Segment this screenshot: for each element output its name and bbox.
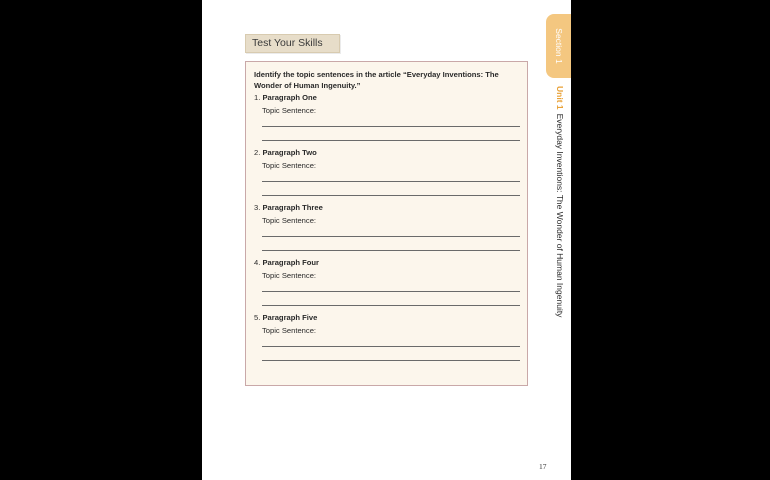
exercise-instructions: Identify the topic sentences in the article “Everyday Inventions: The Wonder of Human Ingenuity.”: [254, 70, 499, 90]
paragraph-title: Paragraph Two: [262, 148, 317, 157]
topic-sentence-label: Topic Sentence:: [262, 106, 317, 115]
answer-line[interactable]: [262, 181, 520, 182]
topic-sentence-label: Topic Sentence:: [262, 161, 317, 170]
paragraph-number: 4.: [254, 258, 261, 267]
answer-line[interactable]: [262, 291, 520, 292]
paragraph-item: [254, 313, 520, 365]
answer-line[interactable]: [262, 140, 520, 141]
answer-line[interactable]: [262, 360, 520, 361]
paragraph-item: [254, 148, 520, 200]
topic-sentence-label: Topic Sentence:: [262, 326, 317, 335]
paragraph-title: Paragraph Three: [262, 203, 323, 212]
paragraph-title: Paragraph Four: [262, 258, 320, 267]
unit-title: Everyday Inventions: The Wonder of Human Ingenuity: [555, 113, 565, 318]
paragraph-item: [254, 203, 520, 255]
worksheet-page: [202, 0, 571, 480]
answer-line[interactable]: [262, 346, 520, 347]
paragraph-number: 5.: [254, 313, 261, 322]
paragraph-title: Paragraph One: [262, 93, 317, 102]
page-number: 17: [539, 462, 547, 471]
answer-line[interactable]: [262, 250, 520, 251]
section-tab-label: Section 1: [553, 28, 564, 64]
topic-sentence-label: Topic Sentence:: [262, 216, 317, 225]
answer-line[interactable]: [262, 126, 520, 127]
answer-line[interactable]: [262, 236, 520, 237]
answer-line[interactable]: [262, 305, 520, 306]
paragraph-number: 1.: [254, 93, 261, 102]
paragraph-number: 3.: [254, 203, 261, 212]
paragraph-item: [254, 93, 520, 145]
paragraph-number: 2.: [254, 148, 261, 157]
running-title: [555, 86, 565, 318]
paragraph-title: Paragraph Five: [262, 313, 318, 322]
section-tab: [546, 14, 571, 78]
topic-sentence-label: Topic Sentence:: [262, 271, 317, 280]
answer-line[interactable]: [262, 195, 520, 196]
exercise-panel: [245, 61, 528, 386]
section-heading: Test Your Skills: [245, 34, 340, 53]
unit-label: Unit 1: [555, 86, 565, 110]
paragraph-item: [254, 258, 520, 310]
